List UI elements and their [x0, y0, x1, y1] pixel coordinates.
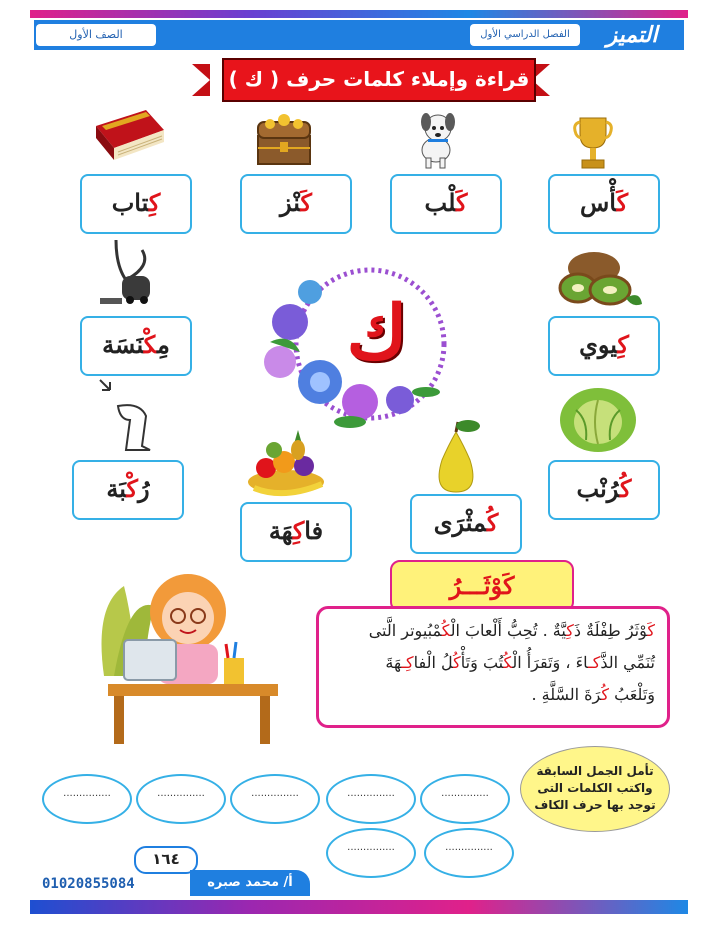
term-label: الفصل الدراسي الأول — [470, 24, 580, 46]
girl-at-computer-illustration — [84, 566, 298, 746]
letter-kaf: كْ — [143, 330, 157, 359]
story-text: اءَ ، وَتَقرَأُ الْ — [512, 653, 589, 672]
story-text: وْثَرُ طِفْلَةٌ ذَ — [573, 621, 648, 640]
vacuum-cleaner-picture — [96, 236, 160, 308]
answer-blank: ............... — [251, 788, 299, 799]
answer-blank: ............... — [63, 788, 111, 799]
word-rest: يوي — [579, 330, 618, 359]
story-text: وَتَلْعَبُ — [609, 685, 655, 704]
word-box-rukba — [72, 460, 184, 520]
bottom-decorative-bar — [30, 900, 688, 914]
instruction-line: واكتب الكلمات التى — [537, 781, 653, 795]
letter-kaf: كَ — [456, 188, 468, 217]
word-box-kalb — [390, 174, 502, 234]
book-picture — [88, 104, 168, 168]
answer-blank: ............... — [347, 842, 395, 853]
word-prefix: فا — [304, 516, 324, 545]
word-box-miknasa — [80, 316, 192, 376]
word-box-kanz — [240, 174, 352, 234]
answer-blank: ............... — [445, 842, 493, 853]
letter-kaf: كُ — [453, 653, 461, 672]
dog-picture — [408, 106, 468, 172]
letter-kaf: كْ — [126, 474, 138, 503]
fruit-basket-picture — [244, 428, 328, 498]
letter-kaf: كِ — [292, 516, 305, 545]
word-rest: تاب — [111, 188, 149, 217]
phone-number: 01020855084 — [42, 876, 135, 892]
answer-oval[interactable] — [42, 774, 132, 824]
story-text: مْبُيوتر الَّتى — [368, 621, 442, 640]
letter-kaf: كُ — [620, 474, 632, 503]
story-line — [331, 647, 655, 679]
instruction-line: تأمل الجمل السابقة — [536, 764, 654, 778]
pear-picture — [424, 416, 488, 496]
answer-oval[interactable] — [326, 774, 416, 824]
answer-blank: ............... — [441, 788, 489, 799]
word-rest: بَة — [106, 474, 127, 503]
story-text: رَةَ السَّلَّةِ . — [531, 685, 602, 704]
grade-label: الصف الأول — [36, 24, 156, 46]
letter-kaf: كَ — [300, 188, 312, 217]
instruction-bubble — [520, 746, 670, 832]
letter-kaf: كُ — [486, 508, 499, 537]
page-title: قراءة وإملاء كلمات حرف ( ك ) — [222, 58, 536, 102]
word-box-kurunb — [548, 460, 660, 520]
letter-kaf: كـ — [588, 653, 601, 672]
story-paragraph — [316, 606, 670, 728]
word-prefix: رُ — [137, 474, 150, 503]
word-box-kiwi — [548, 316, 660, 376]
story-text: لُ الْفا — [413, 653, 454, 672]
story-text: تُبَ وَتَأْ — [460, 653, 504, 672]
story-line — [331, 615, 655, 647]
letter-kaf: كَ — [616, 188, 629, 217]
letter-kaf: كَ — [502, 571, 515, 600]
story-text: يَّةٌ . تُحِبُّ أَلْعابَ الْ — [450, 621, 567, 640]
answer-oval[interactable] — [420, 774, 510, 824]
leg-knee-picture — [96, 376, 162, 456]
answer-blank: ............... — [347, 788, 395, 799]
trophy-cup-picture — [572, 114, 614, 172]
letter-kaf: كِ — [617, 330, 629, 359]
word-prefix: مِ — [156, 330, 170, 359]
brand-logo: التميز — [606, 22, 658, 48]
story-text: تُنَمِّي الذَّ — [600, 653, 655, 672]
word-rest: مثْرَى — [433, 508, 487, 537]
story-title — [390, 560, 574, 612]
word-box-kaas — [548, 174, 660, 234]
answer-oval[interactable] — [326, 828, 416, 878]
treasure-chest-picture — [254, 112, 314, 168]
word-rest: لْب — [424, 188, 457, 217]
word-rest: هَة — [268, 516, 293, 545]
word-rest: نْز — [280, 188, 301, 217]
answer-oval[interactable] — [424, 828, 514, 878]
word-box-kumathra — [410, 494, 522, 554]
letter-kaf: كِـ — [401, 653, 414, 672]
letter-kaf: كِ — [148, 188, 161, 217]
center-letter-kaf: ك — [346, 290, 408, 376]
ribbon-tail-left — [192, 64, 210, 96]
word-box-fakiha — [240, 502, 352, 562]
story-line — [331, 679, 655, 711]
cabbage-picture — [556, 380, 638, 456]
answer-blank: ............... — [157, 788, 205, 799]
story-text: هَةَ — [385, 653, 402, 672]
word-rest: رُنْب — [576, 474, 621, 503]
page-number: ١٦٤ — [134, 846, 198, 874]
kiwi-picture — [552, 248, 644, 310]
word-box-kitab — [80, 174, 192, 234]
instruction-line: توجد بها حرف الكاف — [534, 798, 656, 812]
answer-oval[interactable] — [230, 774, 320, 824]
story-title-rest: وْثَـــرُ — [449, 571, 503, 600]
answer-oval[interactable] — [136, 774, 226, 824]
letter-kaf: كُ — [601, 685, 609, 704]
letter-kaf: كَ — [647, 621, 655, 640]
word-rest: أْس — [579, 188, 617, 217]
word-rest: نَسَة — [102, 330, 144, 359]
letter-kaf: كِ — [566, 621, 574, 640]
letter-kaf: كُ — [503, 653, 513, 672]
letter-kaf: كُ — [441, 621, 451, 640]
author-name: أ/ محمد صبره — [190, 870, 310, 896]
